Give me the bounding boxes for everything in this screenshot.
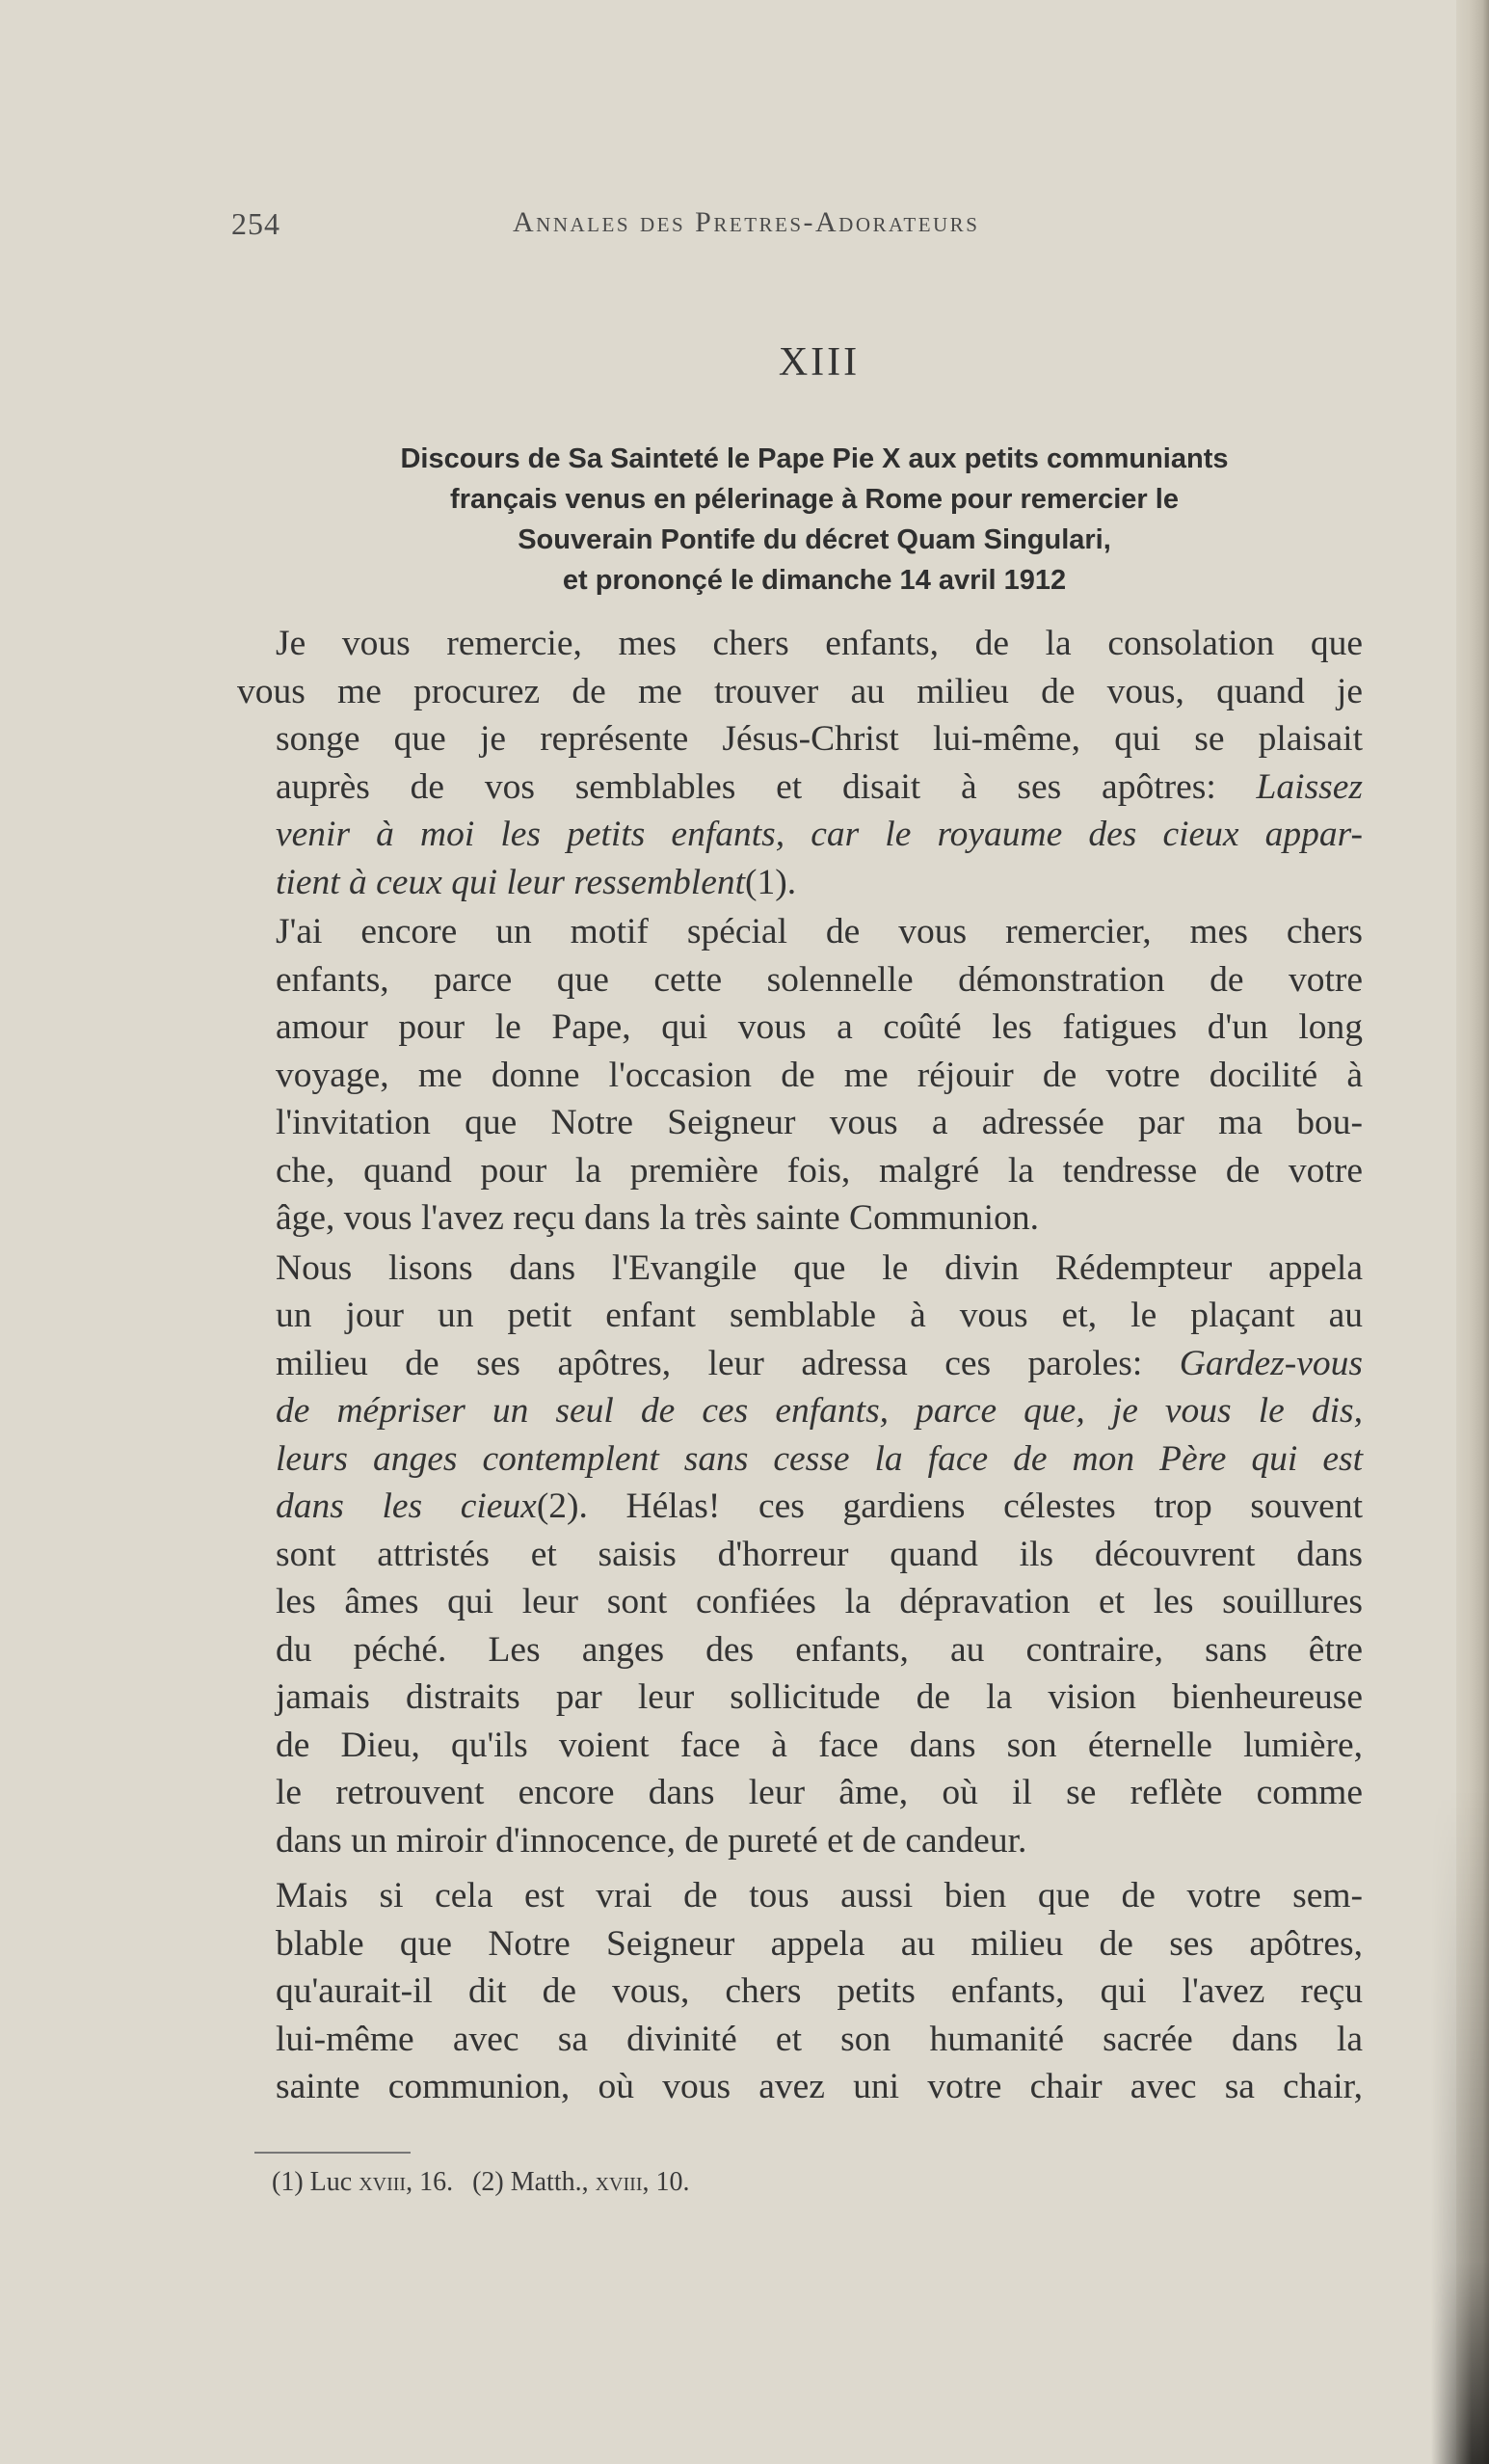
paragraph-4 [237,1872,1363,2111]
section-number: XIII [778,340,861,385]
footnote-text: xviii [595,2167,643,2197]
section-heading-line: Souverain Pontife du décret Quam Singulari, [518,524,1111,555]
paragraph-2 [237,908,1363,1243]
quotation-text: venir à moi les petits enfants, car le royaume des cieux appar- [276,815,1363,854]
text-line [237,1435,1363,1484]
quotation-text: Laissez [1256,766,1363,807]
page-edge-shadow [1431,1789,1489,2464]
text-line [237,763,1363,812]
text-line: Je vous remercie, mes chers enfants, de la consolation que [276,624,1363,663]
footnote-text: , 10. [642,2167,690,2197]
text-line: vous me procurez de me trouver au milieu de vous, quand je [237,671,1363,711]
text-line: âge, vous l'avez reçu dans la très sainte Communion. [276,1198,1039,1238]
text-line: les âmes qui leur sont confiées la dépravation et les souillures [276,1582,1363,1621]
footnotes [272,2167,1139,2198]
footnote-text: , 16. [406,2167,454,2197]
section-heading-line: Discours de Sa Sainteté le Pape Pie X aux petits communiants [400,443,1229,474]
text-line: blable que Notre Seigneur appela au milieu de ses apôtres, [276,1923,1363,1964]
text-line: qu'aurait-il dit de vous, chers petits enfants, qui l'avez reçu [276,1971,1363,2011]
text-line [237,1483,1363,1531]
text-line: lui-même avec sa divinité et son humanité sacrée dans la [276,2019,1363,2059]
paragraph-1 [237,620,1363,906]
quotation-text: leurs anges contemplent sans cesse la face de mon Père qui est [276,1438,1363,1479]
text-line: voyage, me donne l'occasion de me réjouir de votre docilité à [276,1055,1363,1095]
text-line [237,1387,1363,1435]
text-line: jamais distraits par leur sollicitude de la vision bienheureuse [276,1677,1363,1717]
footnote-1 [272,2167,453,2197]
text-line: Nous lisons dans l'Evangile que le divin Rédempteur appela [276,1247,1363,1288]
text-line [237,859,1363,907]
text-line: l'invitation que Notre Seigneur vous a adressée par ma bou- [276,1103,1363,1142]
text-line: Mais si cela est vrai de tous aussi bien que de votre sem- [276,1876,1363,1915]
quotation-text: tient à ceux qui leur ressemblent [276,862,746,902]
text-line: sainte communion, où vous avez uni votre chair avec sa chair, [276,2067,1363,2106]
text-line: che, quand pour la première fois, malgré la tendresse de votre [276,1150,1363,1191]
section-heading [260,439,1369,601]
footnote-mark: (1) [272,2167,304,2197]
text-line: le retrouvent encore dans leur âme, où il se reflète comme [276,1773,1363,1812]
text-line: J'ai encore un motif spécial de vous remercier, mes chers [276,912,1363,951]
quotation-text: dans les cieux [276,1486,537,1526]
text-line: un jour un petit enfant semblable à vous et, le plaçant au [276,1296,1363,1335]
text-run: (2). Hélas! ces gardiens célestes trop souvent [536,1486,1363,1526]
section-heading-line: français venus en pélerinage à Rome pour remercier le [450,484,1179,515]
paragraph-3 [237,1245,1363,1865]
footnote-rule [254,2152,411,2154]
text-line: du péché. Les anges des enfants, au contraire, sans être [276,1629,1363,1670]
text-line [237,811,1363,859]
text-line: amour pour le Pape, qui vous a coûté les fatigues d'un long [276,1007,1363,1047]
footnote-mark: (2) [472,2167,504,2197]
section-heading-line: et prononçé le dimanche 14 avril 1912 [562,565,1067,596]
running-head [231,206,1369,245]
text-line: sont attristés et saisis d'horreur quand ils découvrent dans [276,1534,1363,1574]
text-line: de Dieu, qu'ils voient face à face dans son éternelle lumière, [276,1725,1363,1765]
journal-title: Annales des Pretres-Adorateurs [513,206,980,238]
footnote-ref: (1). [745,862,797,902]
text-line: dans un miroir d'innocence, de pureté et de candeur. [276,1820,1027,1861]
quotation-text: Gardez-vous [1179,1343,1363,1383]
text-run: milieu de ses apôtres, leur adressa ces paroles: [276,1343,1180,1383]
body-text [237,620,1363,2111]
footnote-2 [472,2167,689,2197]
text-run: auprès de vos semblables et disait à ses apôtres: [276,766,1257,807]
quotation-text: de mépriser un seul de ces enfants, parce que, je vous le dis, [276,1391,1363,1431]
footnote-text: xviii [359,2167,407,2197]
footnote-text: Matth., [510,2167,596,2197]
text-line: songe que je représente Jésus-Christ lui-même, qui se plaisait [276,719,1363,759]
footnote-text: Luc [309,2167,359,2197]
text-line [237,1340,1363,1388]
page-number: 254 [231,206,280,241]
text-line: enfants, parce que cette solennelle démonstration de votre [276,959,1363,1000]
